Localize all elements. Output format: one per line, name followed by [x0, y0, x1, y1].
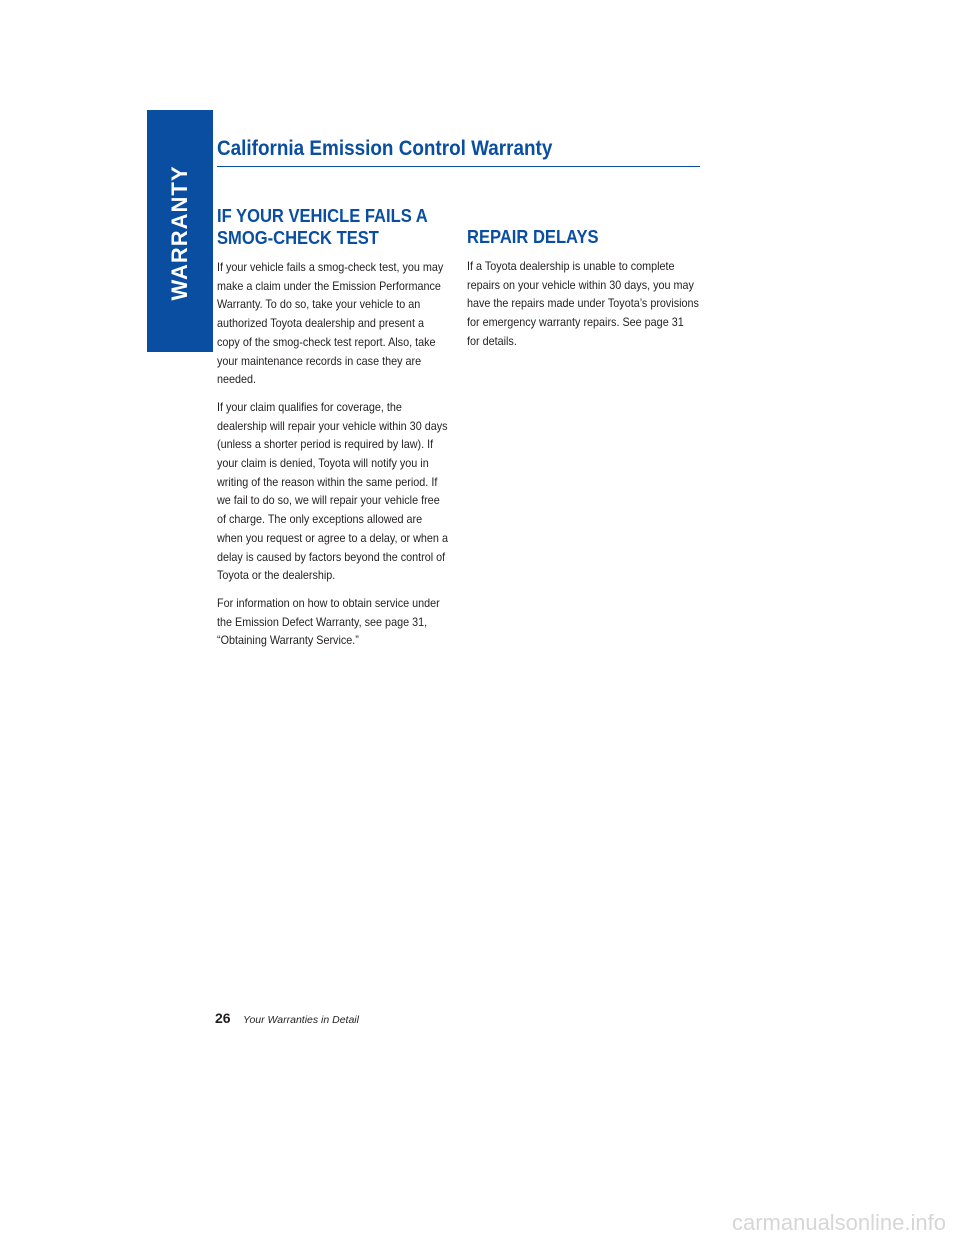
section-heading-repair-delays: REPAIR DELAYS [467, 227, 599, 247]
page-number: 26 [215, 1010, 231, 1026]
paragraph: If a Toyota dealership is unable to complete repairs on your vehicle within 30 days, you may have the repairs made under Toyota’s provisions for emergency warranty repairs. See page 31 for details. [467, 259, 699, 348]
page-footer [215, 1010, 359, 1028]
page-title: California Emission Control Warranty [217, 137, 553, 160]
paragraph: If your claim qualifies for coverage, the dealership will repair your vehicle within 30 days (unless a shorter period is required by law). If your claim is denied, Toyota will notify you in writing of the reason within the same period. If we fail to do so, we will repair your vehicle free of charge. The only exceptions allowed are when you request or agree to a delay, or when a delay is caused by factors beyond the control of Toyota or the dealership. [217, 399, 448, 583]
side-tab [147, 110, 213, 352]
footer-text: Your Warranties in Detail [243, 1014, 359, 1026]
left-column [217, 205, 455, 659]
paragraph: If your vehicle fails a smog-check test, you may make a claim under the Emission Performance Warranty. To do so, take your vehicle to an authorized Toyota dealership and present a copy of the smog-check test report. Also, take your maintenance records in case they are needed. [217, 260, 444, 387]
right-column [467, 226, 705, 360]
heading-line-1: IF YOUR VEHICLE FAILS A [217, 206, 428, 226]
watermark: carmanualsonline.info [731, 1210, 946, 1235]
paragraph: For information on how to obtain service under the Emission Defect Warranty, see page 31, “Obtaining Warranty Service.” [217, 595, 440, 648]
heading-line-2: SMOG-CHECK TEST [217, 228, 379, 248]
section-heading-smog-check [217, 205, 456, 249]
title-divider [217, 166, 700, 167]
side-tab-label: WARRANTY [167, 165, 192, 301]
